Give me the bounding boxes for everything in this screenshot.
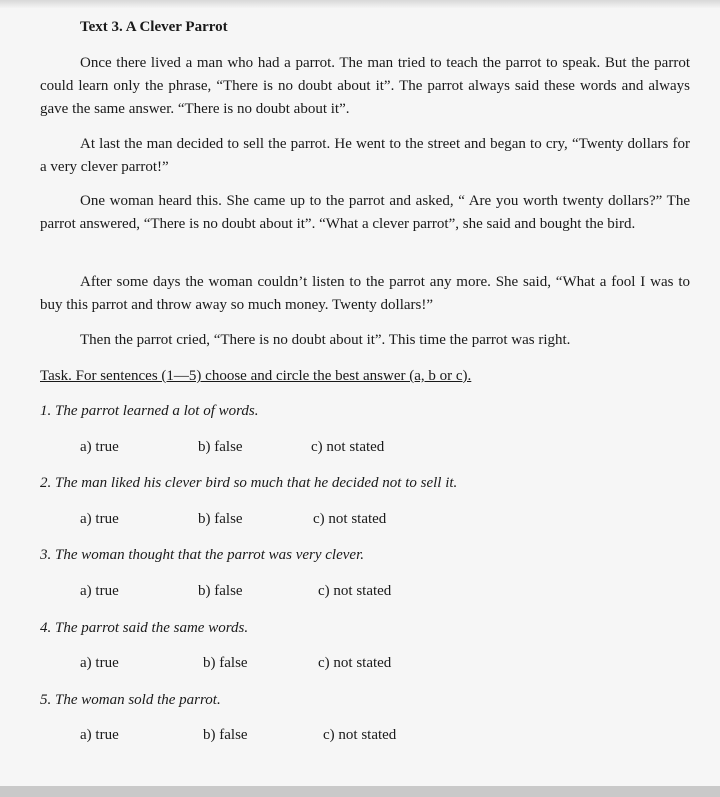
question-1-option-c[interactable]: c) not stated bbox=[311, 439, 385, 455]
question-5-option-c[interactable]: c) not stated bbox=[323, 727, 397, 743]
question-1-option-b[interactable]: b) false bbox=[198, 439, 243, 455]
paragraph-3: One woman heard this. She came up to the parrot and asked, “ Are you worth twenty dollars?” The parrot answered, “There is no doubt about it”. “What a clever parrot”, she said and bought the bird. bbox=[40, 193, 690, 232]
question-1-option-a[interactable]: a) true bbox=[80, 439, 119, 455]
text-title: Text 3. A Clever Parrot bbox=[80, 19, 228, 35]
question-2: 2. The man liked his clever bird so much that he decided not to sell it. bbox=[40, 475, 458, 491]
paragraph-1: Once there lived a man who had a parrot. The man tried to teach the parrot to speak. But the parrot could learn only the phrase, “There is no doubt about it”. The parrot always said these words and always gave the same answer. “There is no doubt about it”. bbox=[40, 55, 690, 117]
question-4-option-c[interactable]: c) not stated bbox=[318, 655, 392, 671]
question-2-option-c[interactable]: c) not stated bbox=[313, 511, 387, 527]
question-2-option-b[interactable]: b) false bbox=[198, 511, 243, 527]
task-instruction: Task. For sentences (1—5) choose and circle the best answer (a, b or c). bbox=[40, 368, 472, 384]
question-4-option-a[interactable]: a) true bbox=[80, 655, 119, 671]
question-3-option-a[interactable]: a) true bbox=[80, 583, 119, 599]
question-1: 1. The parrot learned a lot of words. bbox=[40, 403, 259, 419]
paragraph-2: At last the man decided to sell the parrot. He went to the street and began to cry, “Twenty dollars for a very clever parrot!” bbox=[40, 136, 690, 175]
question-5: 5. The woman sold the parrot. bbox=[40, 692, 221, 708]
paragraph-4: After some days the woman couldn’t listen to the parrot any more. She said, “What a fool I was to buy this parrot and throw away so much money. Twenty dollars!” bbox=[40, 274, 690, 313]
question-4: 4. The parrot said the same words. bbox=[40, 620, 249, 636]
question-3: 3. The woman thought that the parrot was very clever. bbox=[40, 547, 364, 563]
question-5-option-a[interactable]: a) true bbox=[80, 727, 119, 743]
question-3-option-c[interactable]: c) not stated bbox=[318, 583, 392, 599]
question-2-option-a[interactable]: a) true bbox=[80, 511, 119, 527]
bottom-edge bbox=[0, 786, 720, 797]
question-5-option-b[interactable]: b) false bbox=[203, 727, 248, 743]
paragraph-5: Then the parrot cried, “There is no doubt about it”. This time the parrot was right. bbox=[80, 332, 571, 348]
question-3-option-b[interactable]: b) false bbox=[198, 583, 243, 599]
question-4-option-b[interactable]: b) false bbox=[203, 655, 248, 671]
